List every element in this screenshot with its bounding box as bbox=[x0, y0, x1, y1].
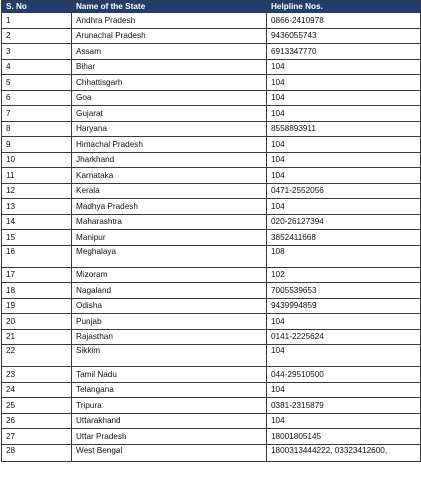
cell-state: Bihar bbox=[72, 59, 267, 75]
table-row bbox=[2, 28, 421, 44]
header-row bbox=[2, 1, 421, 13]
cell-sno: 16 bbox=[2, 245, 72, 267]
helpline-table bbox=[1, 0, 421, 462]
table-row bbox=[2, 245, 421, 267]
cell-helpline: 104 bbox=[267, 345, 421, 367]
cell-helpline: 7005539653 bbox=[267, 283, 421, 299]
cell-state: Goa bbox=[72, 90, 267, 106]
cell-sno: 8 bbox=[2, 121, 72, 137]
cell-helpline: 044-29510500 bbox=[267, 367, 421, 383]
table-row bbox=[2, 444, 421, 461]
cell-sno: 22 bbox=[2, 345, 72, 367]
cell-helpline: 104 bbox=[267, 382, 421, 398]
cell-helpline: 8558893911 bbox=[267, 121, 421, 137]
header-helpline: Helpline Nos. bbox=[267, 1, 421, 13]
table-row bbox=[2, 367, 421, 383]
cell-helpline: 0866-2410978 bbox=[267, 13, 421, 29]
cell-helpline: 104 bbox=[267, 106, 421, 122]
cell-sno: 15 bbox=[2, 230, 72, 246]
cell-helpline: 0381-2315879 bbox=[267, 398, 421, 414]
table-row bbox=[2, 398, 421, 414]
header-sno: S. No bbox=[2, 1, 72, 13]
cell-sno: 18 bbox=[2, 283, 72, 299]
cell-sno: 13 bbox=[2, 199, 72, 215]
table-row bbox=[2, 137, 421, 153]
table-row bbox=[2, 183, 421, 199]
cell-helpline: 9436055743 bbox=[267, 28, 421, 44]
cell-sno: 10 bbox=[2, 152, 72, 168]
cell-sno: 6 bbox=[2, 90, 72, 106]
cell-state: Tripura bbox=[72, 398, 267, 414]
cell-state: Nagaland bbox=[72, 283, 267, 299]
cell-sno: 11 bbox=[2, 168, 72, 184]
cell-state: Gujarat bbox=[72, 106, 267, 122]
cell-state: Assam bbox=[72, 44, 267, 60]
cell-helpline: 102 bbox=[267, 267, 421, 283]
cell-state: Jharkhand bbox=[72, 152, 267, 168]
table-row bbox=[2, 283, 421, 299]
cell-state: Sikkim bbox=[72, 345, 267, 367]
cell-state: Andhra Pradesh bbox=[72, 13, 267, 29]
cell-sno: 3 bbox=[2, 44, 72, 60]
header-state: Name of the State bbox=[72, 1, 267, 13]
cell-state: Maharashtra bbox=[72, 214, 267, 230]
cell-state: Kerala bbox=[72, 183, 267, 199]
cell-helpline: 104 bbox=[267, 59, 421, 75]
cell-state: Rajasthan bbox=[72, 329, 267, 345]
table-row bbox=[2, 75, 421, 91]
cell-helpline: 0141-2225624 bbox=[267, 329, 421, 345]
cell-sno: 4 bbox=[2, 59, 72, 75]
cell-state: Karnataka bbox=[72, 168, 267, 184]
table-row bbox=[2, 44, 421, 60]
table-row bbox=[2, 168, 421, 184]
table-row bbox=[2, 152, 421, 168]
cell-sno: 20 bbox=[2, 314, 72, 330]
cell-state: Telangana bbox=[72, 382, 267, 398]
cell-helpline: 104 bbox=[267, 168, 421, 184]
cell-sno: 25 bbox=[2, 398, 72, 414]
cell-state: Madhya Pradesh bbox=[72, 199, 267, 215]
table-row bbox=[2, 345, 421, 367]
cell-helpline: 104 bbox=[267, 75, 421, 91]
table-row bbox=[2, 314, 421, 330]
cell-helpline: 104 bbox=[267, 90, 421, 106]
cell-helpline: 104 bbox=[267, 413, 421, 429]
cell-sno: 27 bbox=[2, 429, 72, 445]
table-row bbox=[2, 106, 421, 122]
table-row bbox=[2, 298, 421, 314]
cell-state: Manipur bbox=[72, 230, 267, 246]
table-body bbox=[2, 13, 421, 462]
cell-helpline: 1800313444222, 03323412600, bbox=[267, 444, 421, 461]
cell-helpline: 0471-2552056 bbox=[267, 183, 421, 199]
cell-sno: 2 bbox=[2, 28, 72, 44]
cell-helpline: 104 bbox=[267, 152, 421, 168]
cell-helpline: 6913347770 bbox=[267, 44, 421, 60]
cell-helpline: 108 bbox=[267, 245, 421, 267]
cell-helpline: 3852411668 bbox=[267, 230, 421, 246]
table-row bbox=[2, 230, 421, 246]
cell-helpline: 104 bbox=[267, 314, 421, 330]
cell-helpline: 104 bbox=[267, 199, 421, 215]
table-row bbox=[2, 214, 421, 230]
cell-helpline: 020-26127394 bbox=[267, 214, 421, 230]
cell-sno: 19 bbox=[2, 298, 72, 314]
cell-state: Odisha bbox=[72, 298, 267, 314]
cell-state: Meghalaya bbox=[72, 245, 267, 267]
cell-state: Haryana bbox=[72, 121, 267, 137]
cell-state: Himachal Pradesh bbox=[72, 137, 267, 153]
cell-sno: 21 bbox=[2, 329, 72, 345]
cell-helpline: 18001805145 bbox=[267, 429, 421, 445]
table-row bbox=[2, 59, 421, 75]
cell-state: Chhattisgarh bbox=[72, 75, 267, 91]
cell-sno: 23 bbox=[2, 367, 72, 383]
cell-state: Punjab bbox=[72, 314, 267, 330]
cell-sno: 24 bbox=[2, 382, 72, 398]
table-row bbox=[2, 13, 421, 29]
table-row bbox=[2, 329, 421, 345]
cell-state: Uttarakhand bbox=[72, 413, 267, 429]
table-row bbox=[2, 267, 421, 283]
cell-state: Mizoram bbox=[72, 267, 267, 283]
cell-sno: 7 bbox=[2, 106, 72, 122]
cell-sno: 17 bbox=[2, 267, 72, 283]
table-row bbox=[2, 382, 421, 398]
table-row bbox=[2, 199, 421, 215]
table-row bbox=[2, 90, 421, 106]
cell-sno: 5 bbox=[2, 75, 72, 91]
cell-state: Arunachal Pradesh bbox=[72, 28, 267, 44]
cell-sno: 9 bbox=[2, 137, 72, 153]
cell-helpline: 104 bbox=[267, 137, 421, 153]
cell-state: West Bengal bbox=[72, 444, 267, 461]
cell-sno: 26 bbox=[2, 413, 72, 429]
cell-helpline: 9439994859 bbox=[267, 298, 421, 314]
table-header bbox=[2, 1, 421, 13]
cell-state: Tamil Nadu bbox=[72, 367, 267, 383]
cell-sno: 28 bbox=[2, 444, 72, 461]
table-row bbox=[2, 429, 421, 445]
cell-sno: 1 bbox=[2, 13, 72, 29]
table-row bbox=[2, 413, 421, 429]
cell-sno: 12 bbox=[2, 183, 72, 199]
cell-sno: 14 bbox=[2, 214, 72, 230]
table-row bbox=[2, 121, 421, 137]
cell-state: Uttar Pradesh bbox=[72, 429, 267, 445]
